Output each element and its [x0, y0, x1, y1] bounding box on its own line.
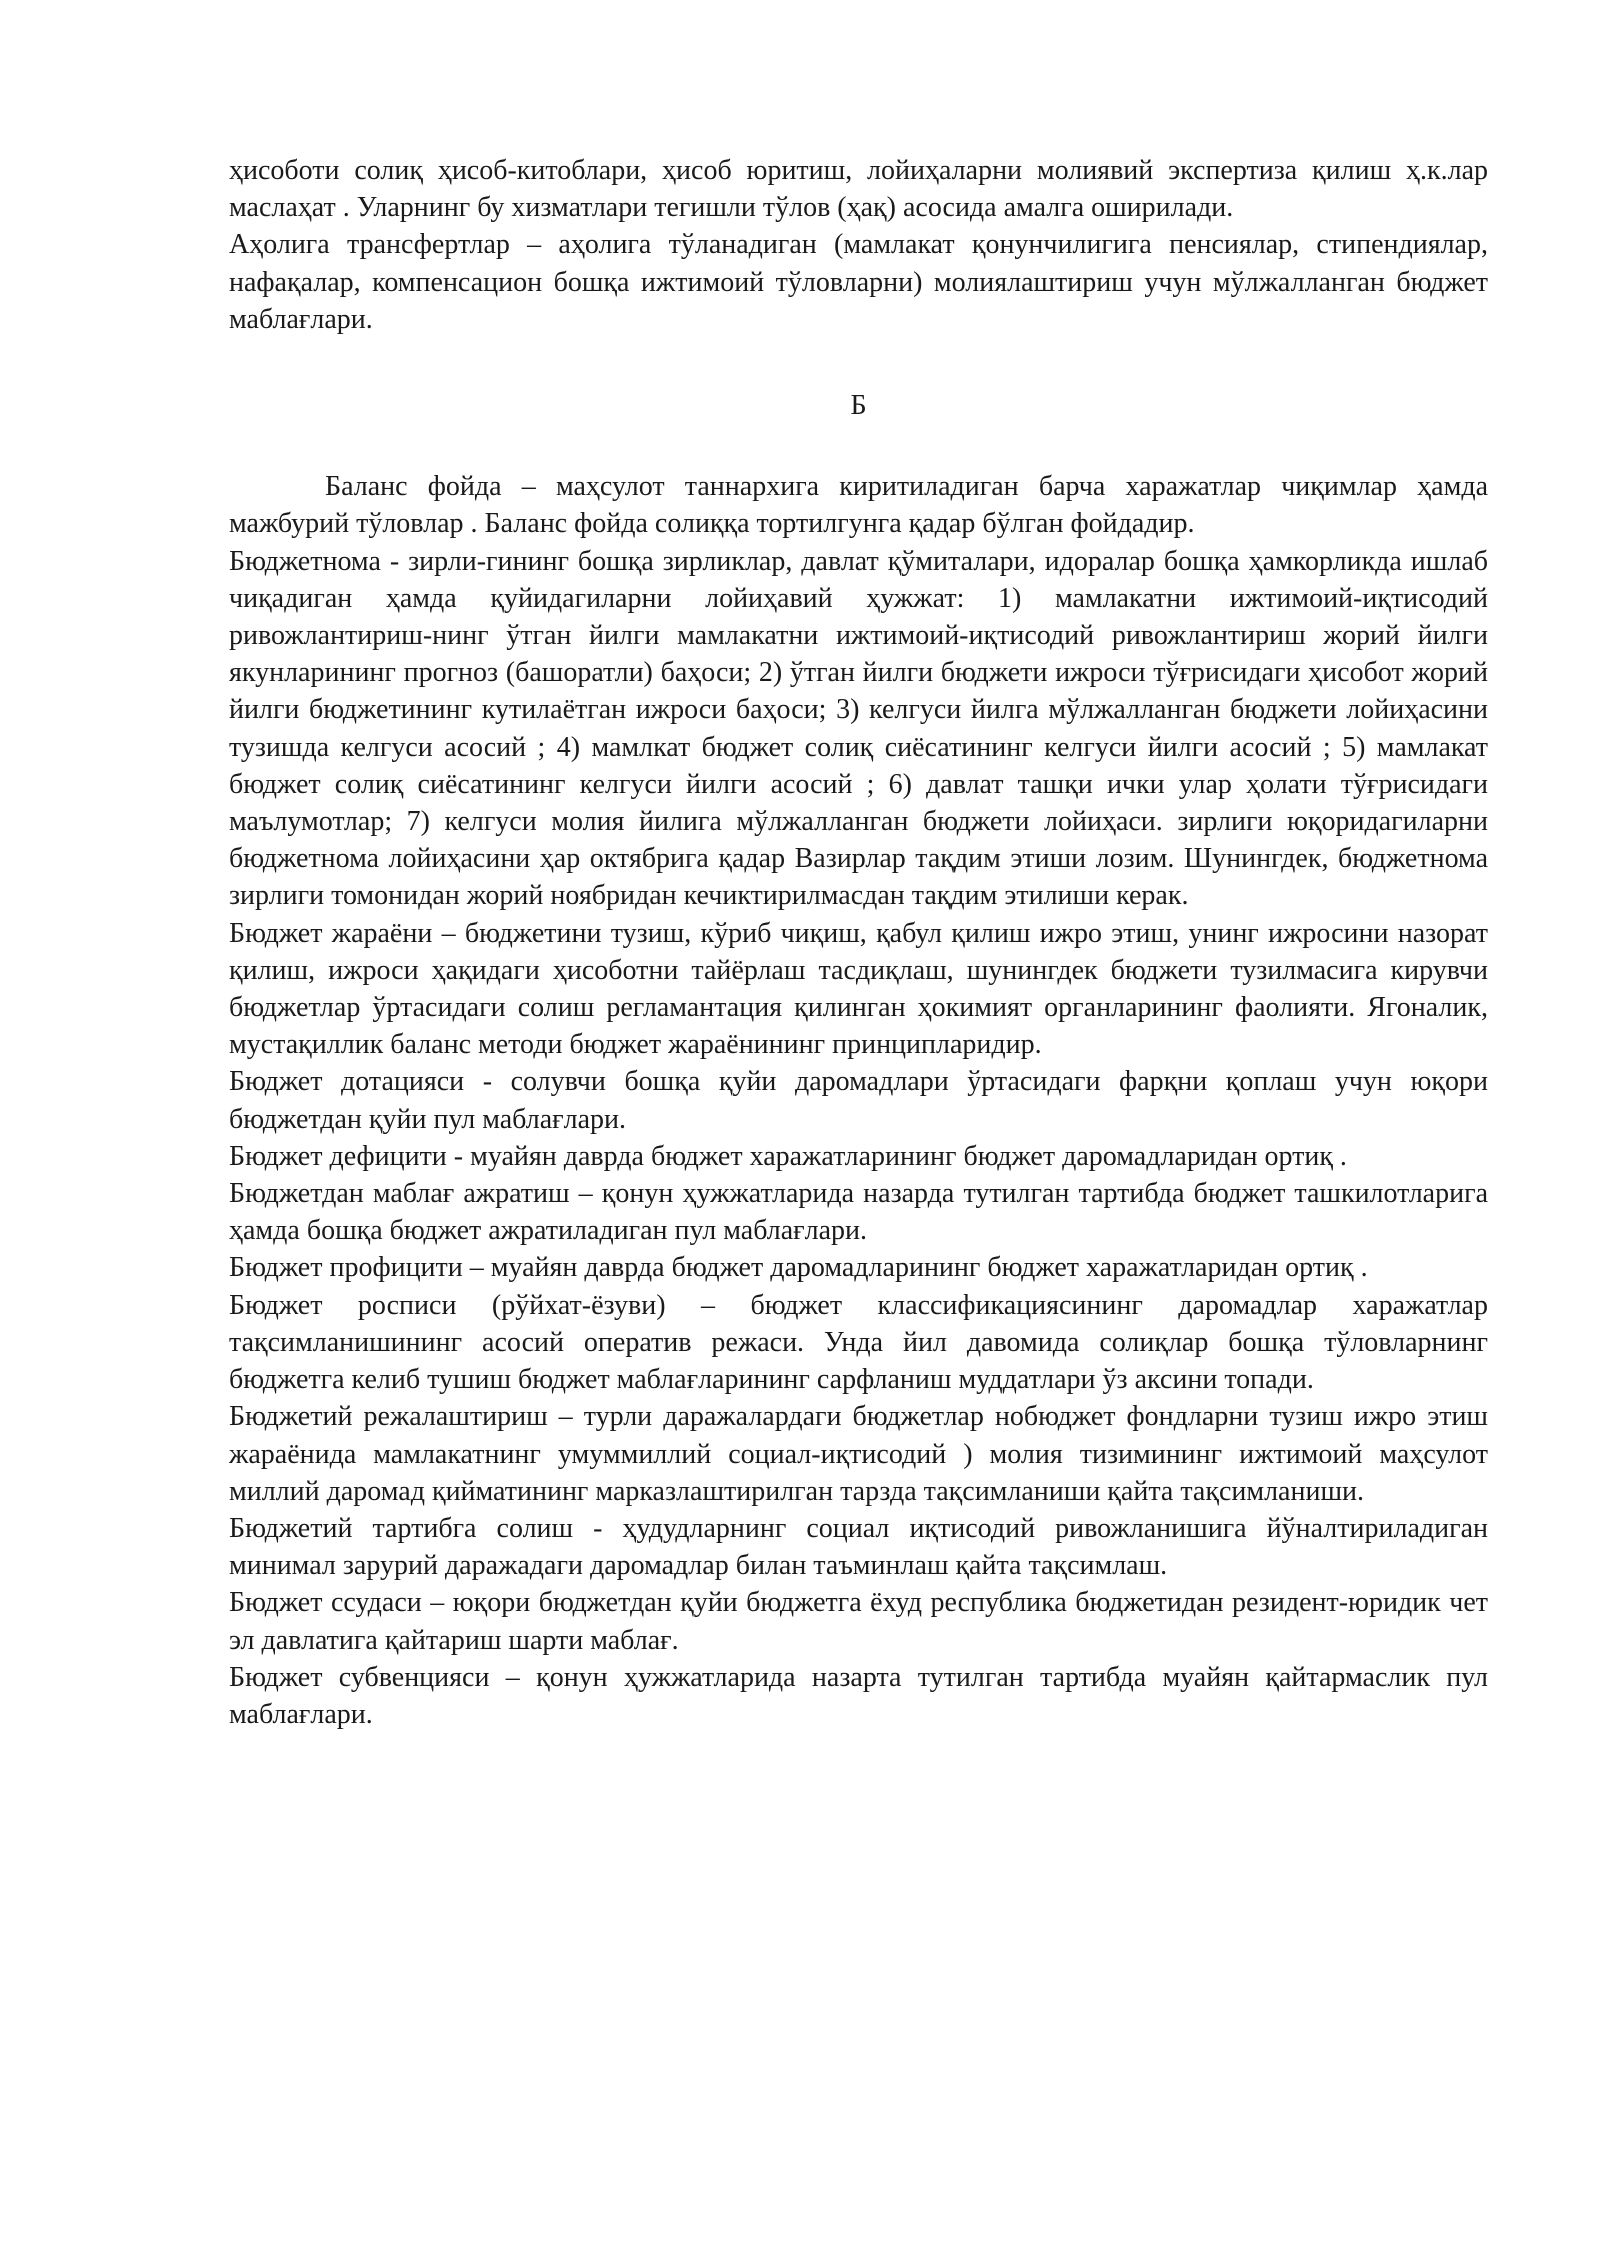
paragraph-budget-message: Бюджетнома - зирли-гининг бошқа зирликлар, давлат қўмиталари, идоралар бошқа ҳамкорликда ишлаб чиқадиган ҳамда қуйидагиларни лойиҳавий ҳужжат: 1) мамлакатни ижтимоий-иқтисодий ривожлантириш-нинг ўтган йилги мамлакатни ижтимоий-иқтисодий ривожлантириш жорий йилги якунларининг прогноз (башоратли) баҳоси; 2) ўтган йилги бюджети ижроси тўғрисидаги ҳисобот жорий йилги бюджетининг кутилаётган ижроси баҳоси; 3) келгуси йилга мўлжалланган бюджети лойиҳасини тузишда келгуси асосий ; 4) мамлкат бюджет солиқ сиёсатининг келгуси йилги асосий ; 5) мамлакат бюджет солиқ сиёсатининг келгуси йилги асосий ; 6) давлат ташқи ички улар ҳолати тўғрисидаги маълумотлар; 7) келгуси молия йилига мўлжалланган бюджети лойиҳаси. зирлиги юқоридагиларни бюджетнома лойиҳасини ҳар октябрига қадар Вазирлар тақдим этиши лозим. Шунингдек, бюджетнома зирлиги томонидан жорий ноябридан кечиктирилмасдан тақдим этилиши керак. — [229, 545, 1488, 912]
document-page — [229, 152, 1488, 1733]
paragraph-budget-deficit: Бюджет дефицити - муайян даврда бюджет харажатларининг бюджет даромадларидан ортиқ . — [229, 1140, 1347, 1172]
paragraph-balance-profit: Баланс фойда – маҳсулот таннархига киритиладиган барча харажатлар чиқимлар ҳамда мажбурий тўловлар . Баланс фойда солиққа тортилгунга қадар бўлган фойдадир. — [229, 471, 1488, 540]
paragraph-budget-surplus: Бюджет профицити – муайян даврда бюджет даромадларининг бюджет харажатларидан ортиқ . — [229, 1252, 1368, 1284]
paragraph-population-transfers: Аҳолига трансфертлар – аҳолига тўланадиган (мамлакат қонунчилигига пенсиялар, стипендиялар, нафақалар, компенсацион бошқа ижтимоий тўловларни) молиялаштириш учун мўлжалланган бюджет маблағлари. — [229, 229, 1488, 335]
paragraph-budget-planning: Бюджетий режалаштириш – турли даражалардаги бюджетлар нобюджет фондларни тузиш ижро этиш жараёнида мамлакатнинг умуммиллий социал-иқтисодий ) молия тизимининг ижтимоий маҳсулот миллий даромад қийматининг марказлаштирилган тарзда тақсимланиши қайта тақсимланиши. — [229, 1401, 1488, 1507]
paragraph-budget-subsidy: Бюджет дотацияси - солувчи бошқа қуйи даромадлари ўртасидаги фарқни қоплаш учун юқори бюджетдан қуйи пул маблағлари. — [229, 1066, 1488, 1135]
spacer — [229, 424, 1488, 468]
spacer — [229, 338, 1488, 350]
paragraph-budget-subvention: Бюджет субвенцияси – қонун ҳужжатларида назарта тутилган тартибда муайян қайтармаслик пул маблағлари. — [229, 1661, 1488, 1730]
paragraph-consulting-services: ҳисоботи солиқ ҳисоб-китоблари, ҳисоб юритиш, лойиҳаларни молиявий экспертиза қилиш ҳ.к.лар маслаҳат . Уларнинг бу хизматлари тегишли тўлов (ҳақ) асосида амалга оширилади. — [229, 155, 1488, 224]
paragraph-budget-regulation: Бюджетий тартибга солиш - ҳудудларнинг социал иқтисодий ривожланишига йўналтириладиган минимал зарурий даражадаги даромадлар билан таъминлаш қайта тақсимлаш. — [229, 1512, 1488, 1582]
paragraph-budget-process: Бюджет жараёни – бюджетини тузиш, кўриб чиқиш, қабул қилиш ижро этиш, унинг ижросини назорат қилиш, ижроси ҳақидаги ҳисоботни тайёрлаш тасдиқлаш, шунингдек бюджети тузилмасига кирувчи бюджетлар ўртасидаги солиш регламантация қилинган ҳокимият органларининг фаолияти. Ягоналик, мустақиллик баланс методи бюджет жараёнининг принципларидир. — [229, 917, 1488, 1061]
paragraph-budget-allocation: Бюджетдан маблағ ажратиш – қонун ҳужжатларида назарда тутилган тартибда бюджет ташкилотларига ҳамда бошқа бюджет ажратиладиган пул маблағлари. — [229, 1178, 1488, 1247]
section-letter-heading: Б — [850, 390, 867, 422]
paragraph-budget-schedule: Бюджет росписи (рўйхат-ёзуви) – бюджет классификациясининг даромадлар харажатлар тақсимланишининг асосий оператив режаси. Унда йил давомида солиқлар бошқа тўловларнинг бюджетга келиб тушиш бюджет маблағларининг сарфланиш муддатлари ўз аксини топади. — [229, 1289, 1488, 1396]
paragraph-budget-loan: Бюджет ссудаси – юқори бюджетдан қуйи бюджетга ёхуд республика бюджетидан резидент-юридик чет эл давлатига қайтариш шарти маблағ. — [229, 1587, 1488, 1656]
